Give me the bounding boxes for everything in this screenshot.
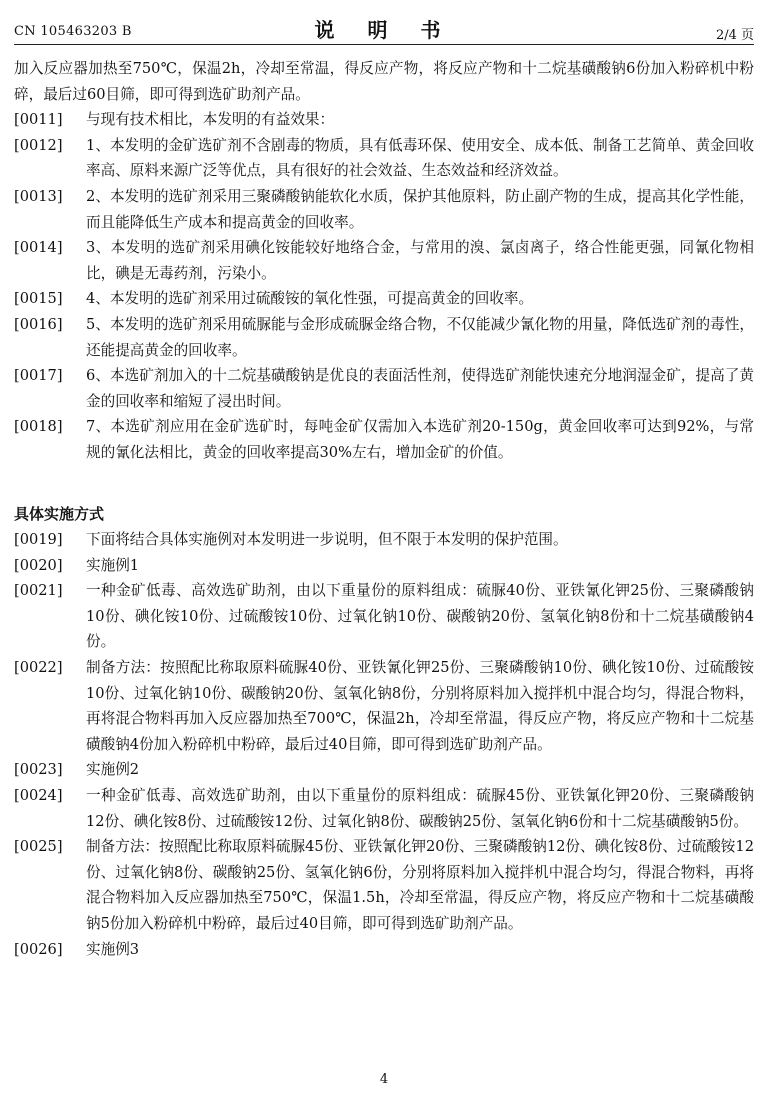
page-header [14, 14, 754, 44]
paragraph-text: 一种金矿低毒、高效选矿助剂，由以下重量份的原料组成：硫脲45份、亚铁氰化钾20份、三聚磷酸钠12份、碘化铵8份、过硫酸铵12份、过氧化钠8份、碳酸钠25份、氢氧化钠6份和十二烷基磺酸钠5份。 [86, 787, 754, 830]
paragraph-0018 [14, 414, 754, 465]
paragraph-number: [0014] [14, 239, 63, 257]
paragraph-number: [0016] [14, 315, 63, 333]
paragraph-0024 [14, 783, 754, 834]
section-heading: 具体实施方式 [14, 504, 105, 523]
paragraph-number: [0024] [14, 787, 63, 805]
paragraph-0011 [14, 107, 754, 133]
paragraph-text: 5、本发明的选矿剂采用硫脲能与金形成硫脲金络合物，不仅能减少氰化物的用量，降低选矿剂的毒性，还能提高黄金的回收率。 [86, 315, 754, 359]
paragraph-number: [0015] [14, 290, 63, 308]
lead-paragraph: 加入反应器加热至750℃，保温2h，冷却至常温，得反应产物，将反应产物和十二烷基磺酸钠6份加入粉碎机中粉碎，最后过60目筛，即可得到选矿助剂产品。 [14, 60, 754, 103]
paragraph-number: [0021] [14, 582, 63, 600]
paragraph-0026 [14, 937, 754, 963]
benefits-section [14, 107, 754, 465]
paragraph-text: 实施例1 [86, 556, 140, 574]
paragraph-0017 [14, 363, 754, 414]
paragraph-number: [0026] [14, 940, 63, 958]
page-indicator: 2/4 页 [715, 28, 754, 43]
paragraph-number: [0018] [14, 418, 63, 436]
paragraph-text: 2、本发明的选矿剂采用三聚磷酸钠能软化水质，保护其他原料，防止副产物的生成，提高其化学性能，而且能降低生产成本和提高黄金的回收率。 [86, 187, 754, 231]
paragraph-0016 [14, 312, 754, 363]
paragraph-text: 7、本选矿剂应用在金矿选矿时，每吨金矿仅需加入本选矿剂20-150g，黄金回收率可达到92%，与常规的氰化法相比，黄金的回收率提高30%左右，增加金矿的价值。 [86, 418, 754, 461]
paragraph-number: [0022] [14, 659, 63, 677]
paragraph-number: [0019] [14, 531, 63, 549]
paragraph-0020 [14, 553, 754, 579]
paragraph-number: [0023] [14, 761, 63, 779]
paragraph-text: 制备方法：按照配比称取原料硫脲40份、亚铁氰化钾25份、三聚磷酸钠10份、碘化铵10份、过硫酸铵10份、过氧化钠10份、碳酸钠20份、氢氧化钠8份，分别将原料加入搅拌机中混合均匀，得混合物料，再将混合物料再加入反应器加热至700℃，保温2h，冷却至常温，得反应产物，将反应产物和十二烷基磺酸钠4份加入粉碎机中粉碎，最后过40目筛，即可得到选矿助剂产品。 [86, 659, 754, 753]
paragraph-0015 [14, 286, 754, 312]
paragraph-text: 实施例2 [86, 761, 140, 779]
paragraph-number: [0025] [14, 838, 63, 856]
paragraph-text: 制备方法：按照配比称取原料硫脲45份、亚铁氰化钾20份、三聚磷酸钠12份、碘化铵8份、过硫酸铵12份、过氧化钠8份、碳酸钠25份、氢氧化钠6份，分别将原料加入搅拌机中混合均匀，得混合物料，再将混合物料加入反应器加热至750℃，保温1.5h，冷却至常温，得反应产物，将反应产物和十二烷基磺酸钠5份加入粉碎机中粉碎，最后过40目筛，即可得到选矿助剂产品。 [86, 838, 754, 932]
page-number: 4 [379, 1072, 389, 1087]
paragraph-0025 [14, 834, 754, 936]
paragraph-text: 下面将结合具体实施例对本发明进一步说明，但不限于本发明的保护范围。 [86, 531, 568, 549]
paragraph-number: [0011] [14, 111, 63, 129]
paragraph-text: 一种金矿低毒、高效选矿助剂，由以下重量份的原料组成：硫脲40份、亚铁氰化钾25份、三聚磷酸钠10份、碘化铵10份、过硫酸铵10份、过氧化钠10份、碳酸钠20份、氢氧化钠8份和十二烷基磺酸钠4份。 [86, 582, 754, 651]
paragraph-number: [0017] [14, 367, 63, 385]
header-divider [14, 44, 754, 45]
document-title: 说 明 书 [314, 18, 454, 42]
paragraph-text: 1、本发明的金矿选矿剂不含剧毒的物质，具有低毒环保、使用安全、成本低、制备工艺简单、黄金回收率高、原料来源广泛等优点，具有很好的社会效益、生态效益和经济效益。 [86, 136, 754, 180]
paragraph-0012 [14, 133, 754, 184]
paragraph-0023 [14, 757, 754, 783]
paragraph-0014 [14, 235, 754, 286]
paragraph-0013 [14, 184, 754, 235]
paragraph-text: 实施例3 [86, 940, 140, 958]
paragraph-number: [0020] [14, 556, 63, 574]
embodiments-section [14, 527, 754, 962]
document-body [14, 56, 754, 962]
paragraph-0022 [14, 655, 754, 757]
paragraph-text: 6、本选矿剂加入的十二烷基磺酸钠是优良的表面活性剂，使得选矿剂能快速充分地润湿金矿，提高了黄金的回收率和缩短了浸出时间。 [86, 367, 754, 410]
paragraph-number: [0013] [14, 187, 63, 205]
patent-number: CN 105463203 B [14, 24, 132, 39]
paragraph-text: 4、本发明的选矿剂采用过硫酸铵的氧化性强，可提高黄金的回收率。 [86, 290, 534, 308]
paragraph-text: 与现有技术相比，本发明的有益效果： [86, 111, 335, 129]
paragraph-number: [0012] [14, 136, 63, 154]
paragraph-0021 [14, 578, 754, 655]
paragraph-0019 [14, 527, 754, 553]
paragraph-text: 3、本发明的选矿剂采用碘化铵能较好地络合金，与常用的溴、氯卤离子，络合性能更强，同氰化物相比，碘是无毒药剂，污染小。 [86, 239, 754, 282]
